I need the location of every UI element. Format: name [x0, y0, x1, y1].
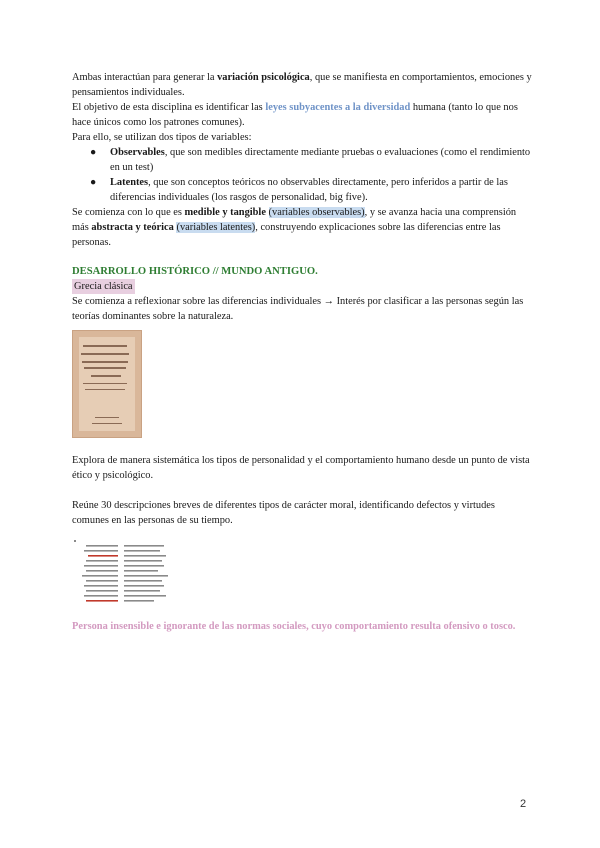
table-cell [86, 590, 118, 592]
bullet-icon: ● [90, 147, 97, 158]
bold-term: medible y tangible [184, 207, 266, 218]
table-cell [84, 585, 118, 587]
book-line [91, 375, 121, 377]
table-cell [124, 580, 162, 582]
bold-term: Observables [110, 147, 165, 158]
list-item [72, 145, 532, 175]
book-line [81, 353, 129, 355]
table-cell [86, 570, 118, 572]
text: , construyendo explicaciones sobre las diferencias entre las personas. [72, 222, 501, 248]
subheading-label: Grecia clásica [74, 281, 133, 292]
blue-term: leyes subyacentes a la diversidad [265, 102, 411, 113]
bullet-icon: ● [90, 177, 97, 188]
table-cell [124, 555, 166, 557]
paragraph-objective [72, 100, 532, 130]
text: humana (tanto lo que nos hace únicos como los patrones comunes). [72, 102, 518, 128]
table-cell-highlight [86, 600, 118, 602]
character-table-image [72, 538, 197, 608]
book-line [83, 383, 127, 384]
bold-term: variación psicológica [217, 72, 310, 83]
table-cell [86, 560, 118, 562]
paragraph-reflection: Se comienza a reflexionar sobre las diferencias individuales → Interés por clasificar a las personas según las teorías dominantes sobre la naturaleza. [72, 296, 524, 322]
table-cell [82, 575, 118, 577]
paragraph-progression [72, 205, 532, 250]
paragraph-variables-intro: Para ello, se utilizan dos tipos de variables: [72, 132, 252, 143]
document-page [72, 70, 532, 634]
table-cell-highlight [88, 555, 118, 557]
book-line [84, 367, 126, 369]
table-cell [86, 580, 118, 582]
table-cell [84, 595, 118, 597]
pink-definition: Persona insensible e ignorante de las normas sociales, cuyo comportamiento resulta ofensivo o tosco. [72, 621, 516, 632]
table-cell [124, 595, 166, 597]
paragraph-descriptions: Reúne 30 descripciones breves de diferentes tipos de carácter moral, identificando defectos y virtudes comunes en las personas de su tiempo. [72, 500, 495, 526]
table-cell [84, 565, 118, 567]
paragraph-explores: Explora de manera sistemática los tipos de personalidad y el comportamiento humano desde un punto de vista ético y psicológico. [72, 455, 530, 481]
text: , y se avanza hacia una comprensión más [72, 207, 517, 233]
book-line [82, 361, 128, 363]
variables-list [72, 145, 532, 205]
section-heading: DESARROLLO HISTÓRICO // MUNDO ANTIGUO. [72, 266, 318, 277]
table-cell [124, 550, 160, 552]
table-mark [74, 540, 76, 542]
bold-term: Latentes [110, 177, 149, 188]
table-rows [74, 540, 168, 602]
book-line [85, 389, 125, 390]
subheading [72, 279, 532, 294]
text: El objetivo de esta disciplina es identificar las [72, 102, 266, 113]
highlighted-text: (variables observables) [268, 207, 365, 218]
table-cell [124, 600, 154, 602]
table-cell [84, 550, 118, 552]
list-item [72, 175, 532, 205]
table-cell [124, 570, 158, 572]
text: Se comienza con lo que es [72, 207, 185, 218]
highlighted-text: (variables latentes) [176, 222, 256, 233]
bold-term: abstracta y teórica [91, 222, 174, 233]
text: Ambas interactúan para generar la [72, 72, 218, 83]
table-cell [86, 545, 118, 547]
table-cell [124, 590, 160, 592]
text: , que son medibles directamente mediante pruebas o evaluaciones (como el rendimiento en un test) [110, 147, 531, 173]
table-cell [124, 585, 164, 587]
book-line [95, 417, 119, 418]
text: , que son conceptos teóricos no observables directamente, pero inferidos a partir de las diferencias individuales (los rasgos de personalidad, big five). [110, 177, 508, 203]
book-line [83, 345, 127, 347]
table-cell [124, 565, 164, 567]
paragraph-variation [72, 70, 532, 100]
book-line [92, 423, 122, 424]
table-cell [124, 575, 168, 577]
text: , que se manifiesta en comportamientos, emociones y pensamientos individuales. [72, 72, 532, 98]
page-number: 2 [520, 798, 527, 810]
table-cell [124, 545, 164, 547]
book-cover-image [72, 330, 142, 438]
table-cell [124, 560, 162, 562]
